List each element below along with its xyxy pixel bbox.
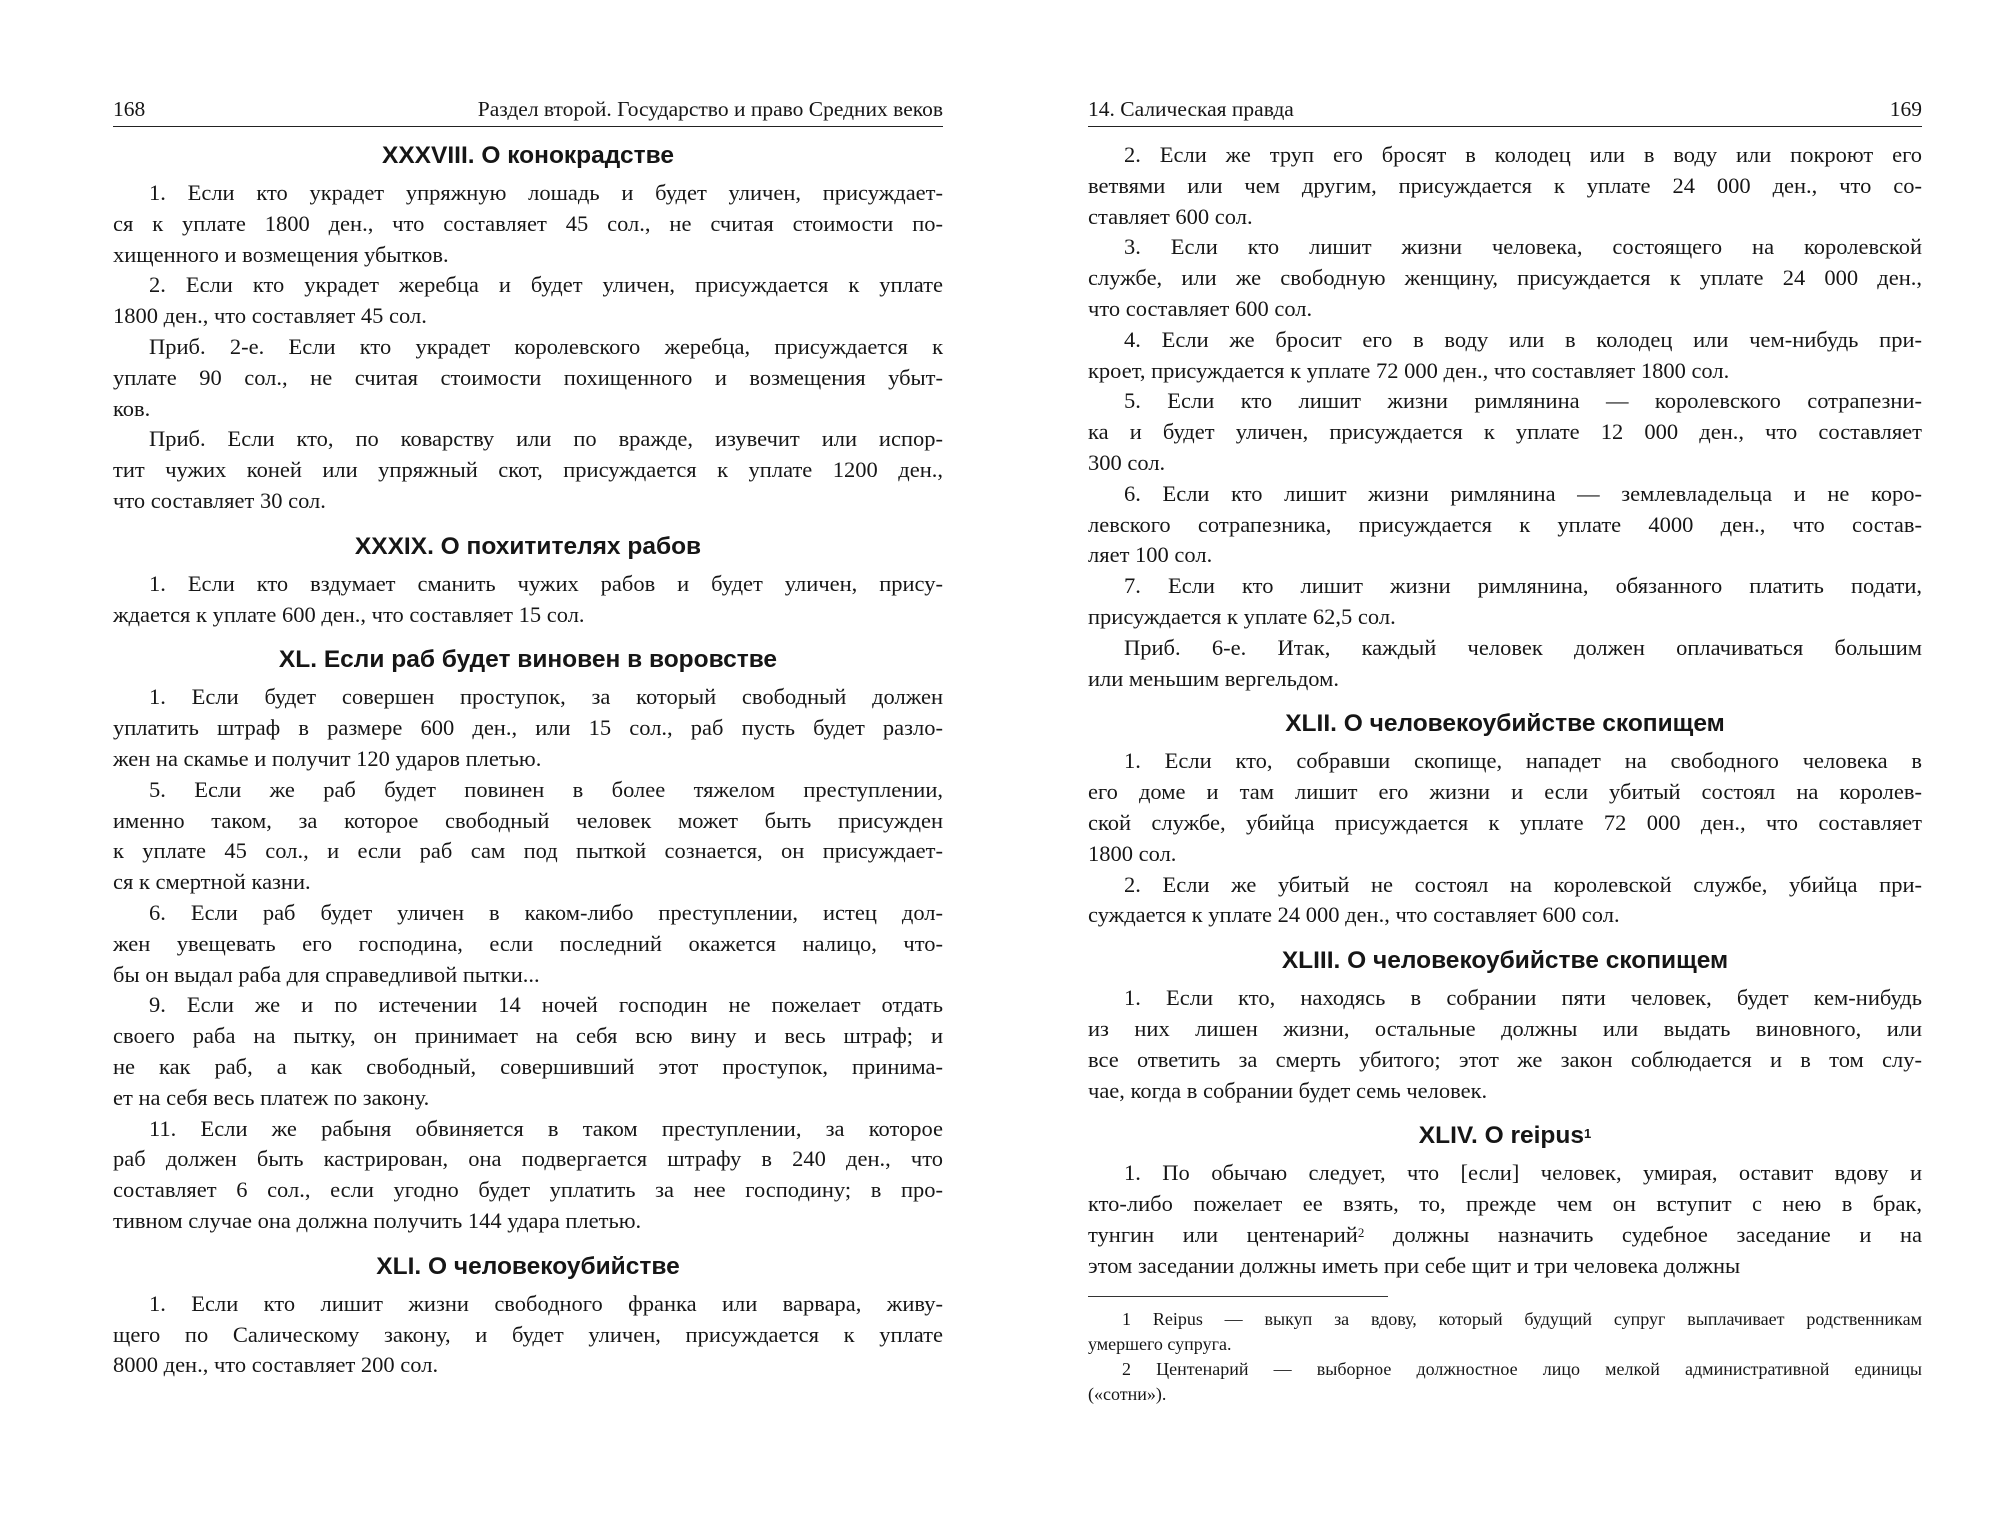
text-line: 1. По обычаю следует, что [если] человек, умирая, оставит вдову и: [1124, 1160, 1922, 1186]
text-line: кто-либо пожелает ее взять, то, прежде чем он вступит с нею в брак,: [1088, 1191, 1922, 1217]
paragraph: [1088, 870, 1922, 932]
text-line: 1800 ден., что составляет 45 сол.: [113, 303, 427, 329]
section-title: XLIV. О reipus$^1$: [1418, 1122, 1592, 1150]
paragraph: [1088, 479, 1922, 571]
text-line: ка и будет уличен, присуждается к уплате 12 000 ден., что составляет: [1088, 419, 1922, 445]
text-line: составляет 6 сол., если угодно будет уплатить за нее господину; в про-: [113, 1177, 943, 1203]
text-line: все ответить за смерть убитого; этот же закон соблюдается и в том слу-: [1088, 1046, 1922, 1072]
paragraph: [1088, 232, 1922, 324]
paragraph: [113, 682, 943, 774]
text-line: бы он выдал раба для справедливой пытки...: [113, 961, 540, 987]
text-line: что составляет 30 сол.: [113, 487, 326, 513]
right-page-number: 169: [1889, 97, 1922, 121]
text-line: ской службе, убийца присуждается к уплате 72 000 ден., что составляет: [1088, 809, 1922, 835]
text-line: своего раба на пытку, он принимает на себя всю вину и весь штраф; и: [113, 1023, 943, 1049]
text-line: ветвями или чем другим, присуждается к уплате 24 000 ден., что со-: [1088, 172, 1922, 198]
text-line: этом заседании должны иметь при себе щит и три человека должны: [1088, 1252, 1741, 1278]
left-page-number: 168: [113, 97, 146, 121]
paragraph: [113, 1114, 943, 1237]
text-line: ков.: [113, 395, 151, 421]
paragraph: [1088, 983, 1922, 1106]
paragraph: [1088, 325, 1922, 387]
text-line: раб должен быть кастрирован, она подвергается штрафу в 240 ден., что: [113, 1146, 943, 1172]
right-running-head: 14. Салическая правда: [1088, 97, 1294, 121]
text-line: 4. Если же бросит его в воду или в колодец или чем-нибудь при-: [1124, 326, 1922, 352]
footnote-ref: 1: [1583, 1126, 1592, 1142]
section-title: XL. Если раб будет виновен в воровстве: [278, 646, 778, 674]
paragraph: [113, 775, 943, 898]
paragraph: [1088, 140, 1922, 232]
text-line: 9. Если же и по истечении 14 ночей господин не пожелает отдать: [149, 992, 943, 1018]
left-running-header: [113, 92, 943, 127]
text-line: жен увещевать его господина, если последний окажется налицо, что-: [113, 930, 943, 956]
text-line: 5. Если кто лишит жизни римлянина — королевского сотрапезни-: [1124, 388, 1922, 414]
text-line: ся к уплате 1800 ден., что составляет 45 сол., не считая стоимости по-: [113, 210, 943, 236]
paragraph: [1088, 386, 1922, 478]
text-line: 1. Если кто лишит жизни свободного франка или варвара, живу-: [149, 1290, 943, 1316]
footnote: [1088, 1357, 1922, 1407]
text-line: тунгин или центенарий$^2$ должны назначить судебное заседание и на: [1088, 1221, 1922, 1247]
text-line: 1800 сол.: [1088, 840, 1177, 866]
text-line: к уплате 45 сол., и если раб сам под пыткой сознается, он присуждает-: [113, 838, 943, 864]
text-line: Приб. Если кто, по коварству или по вражде, изувечит или испор-: [149, 426, 943, 452]
text-line: ет на себя весь платеж по закону.: [113, 1084, 430, 1110]
right-running-header: [1088, 92, 1922, 127]
text-line: 8000 ден., что составляет 200 сол.: [113, 1352, 439, 1378]
text-line: уплате 90 сол., не считая стоимости похищенного и возмещения убыт-: [113, 364, 943, 390]
text-line: Приб. 6-е. Итак, каждый человек должен оплачиваться большим: [1124, 634, 1922, 660]
text-line: 2. Если же убитый не состоял на королевской службе, убийца при-: [1124, 871, 1922, 897]
paragraph: [113, 990, 943, 1113]
text-line: 1. Если кто, собравши скопище, нападет на свободного человека в: [1124, 748, 1922, 774]
text-line: суждается к уплате 24 000 ден., что составляет 600 сол.: [1088, 902, 1620, 928]
footnote-line: («сотни»).: [1088, 1383, 1167, 1404]
paragraph: [113, 270, 943, 332]
footnote-line: умершего супруга.: [1088, 1333, 1232, 1354]
text-line: ляет 100 сол.: [1088, 542, 1213, 568]
text-line: 1. Если кто вздумает сманить чужих рабов и будет уличен, прису-: [149, 570, 943, 596]
text-line: 7. Если кто лишит жизни римлянина, обязанного платить подати,: [1124, 573, 1922, 599]
text-line: кроет, присуждается к уплате 72 000 ден., что составляет 1800 сол.: [1088, 357, 1730, 383]
text-line: левского сотрапезника, присуждается к уплате 4000 ден., что состав-: [1088, 511, 1922, 537]
text-line: ставляет 600 сол.: [1088, 203, 1253, 229]
section-title: XLII. О человекоубийстве скопищем: [1285, 710, 1725, 738]
paragraph: [1088, 571, 1922, 633]
paragraph: [113, 569, 943, 631]
text-line: 1. Если кто, находясь в собрании пяти человек, будет кем-нибудь: [1124, 985, 1922, 1011]
paragraph: [113, 332, 943, 424]
text-line: 3. Если кто лишит жизни человека, состоящего на королевской: [1124, 234, 1922, 260]
paragraph: [113, 178, 943, 270]
footnote-divider: [1088, 1296, 1388, 1297]
text-line: ждается к уплате 600 ден., что составляет 15 сол.: [113, 601, 585, 627]
paragraph: [113, 898, 943, 990]
text-line: ся к смертной казни.: [113, 869, 311, 895]
section-title: XLIII. О человекоубийстве скопищем: [1281, 947, 1729, 975]
section-title: XXXIX. О похитителях рабов: [354, 532, 702, 560]
text-line: 1. Если будет совершен проступок, за который свободный должен: [149, 684, 943, 710]
text-line: Приб. 2-е. Если кто украдет королевского жеребца, присуждается к: [149, 333, 943, 359]
text-line: тивном случае она должна получить 144 удара плетью.: [113, 1207, 642, 1233]
footnote: [1088, 1307, 1922, 1357]
text-line: 6. Если раб будет уличен в каком-либо преступлении, истец дол-: [149, 899, 943, 925]
paragraph: [1088, 1158, 1922, 1281]
text-line: что составляет 600 сол.: [1088, 295, 1313, 321]
footnote-ref: 2: [1357, 1224, 1365, 1240]
paragraph: [1088, 633, 1922, 695]
text-line: не как раб, а как свободный, совершивший этот проступок, принима-: [113, 1053, 943, 1079]
section-title: XXXVIII. О конокрадстве: [381, 142, 674, 169]
text-line: уплатить штраф в размере 600 ден., или 15 сол., раб пусть будет разло-: [113, 715, 943, 741]
text-line: его доме и там лишит его жизни и если убитый состоял на королев-: [1088, 779, 1922, 805]
footnote-line: 2 Центенарий — выборное должностное лицо мелкой административной единицы: [1122, 1358, 1922, 1379]
text-line: именно таком, за которое свободный человек может быть присужден: [113, 807, 943, 833]
left-page-body: [113, 140, 943, 1381]
text-line: щего по Салическому закону, и будет уличен, присуждается к уплате: [113, 1321, 943, 1347]
text-line: 2. Если кто украдет жеребца и будет уличен, присуждается к уплате: [149, 272, 943, 298]
right-page-body: [1088, 140, 1922, 1407]
text-line: хищенного и возмещения убытков.: [113, 241, 449, 267]
paragraph: [113, 1289, 943, 1381]
text-line: жен на скамье и получит 120 ударов плетью.: [113, 745, 542, 771]
text-line: или меньшим вергельдом.: [1088, 665, 1339, 691]
text-line: службе, или же свободную женщину, присуждается к уплате 24 000 ден.,: [1088, 265, 1922, 291]
footnote-line: 1 Reipus — выкуп за вдову, который будущий супруг выплачивает родственникам: [1122, 1308, 1922, 1329]
text-line: 300 сол.: [1088, 449, 1166, 475]
text-line: присуждается к уплате 62,5 сол.: [1088, 603, 1396, 629]
left-running-head: Раздел второй. Государство и право Средних веков: [477, 97, 943, 121]
text-line: 6. Если кто лишит жизни римлянина — землевладельца и не коро-: [1124, 480, 1922, 506]
text-line: чае, когда в собрании будет семь человек.: [1088, 1077, 1488, 1103]
paragraph: [113, 424, 943, 516]
text-line: из них лишен жизни, остальные должны или выдать виновного, или: [1088, 1015, 1922, 1041]
text-line: тит чужих коней или упряжный скот, присуждается к уплате 1200 ден.,: [113, 457, 943, 483]
paragraph: [1088, 746, 1922, 869]
text-line: 2. Если же труп его бросят в колодец или в воду или покроют его: [1124, 142, 1922, 167]
text-line: 11. Если же рабыня обвиняется в таком преступлении, за которое: [149, 1115, 943, 1141]
text-line: 5. Если же раб будет повинен в более тяжелом преступлении,: [149, 776, 943, 802]
text-line: 1. Если кто украдет упряжную лошадь и будет уличен, присуждает-: [149, 180, 943, 205]
section-title: XLI. О человекоубийстве: [376, 1252, 680, 1280]
